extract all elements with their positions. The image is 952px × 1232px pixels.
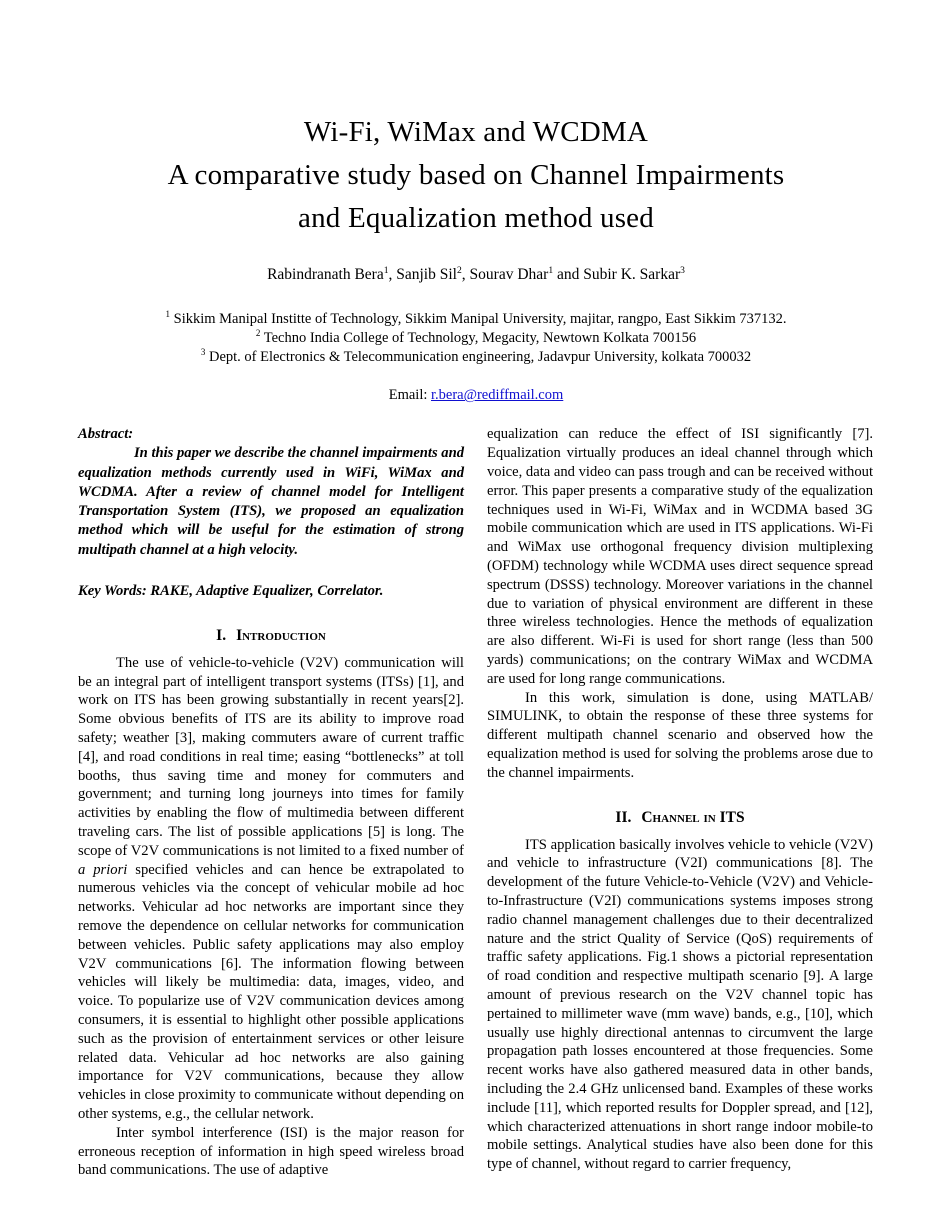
paper-title-line-2: A comparative study based on Channel Impairments (167, 159, 785, 192)
paper-page (78, 0, 874, 1180)
keywords-line: Key Words: RAKE, Adaptive Equalizer, Correlator. (78, 583, 384, 599)
section-heading-introduction (78, 627, 464, 645)
paper-title (78, 111, 874, 240)
section-number-1: I. (216, 626, 227, 644)
author-affil-ref-2: 2 (456, 265, 462, 277)
section-number-2: II. (615, 808, 632, 826)
affiliation-marker-2: 2 (255, 328, 261, 339)
two-column-body (78, 425, 874, 1180)
affiliation-block (78, 310, 874, 367)
author-name-3: Sourav Dhar (469, 266, 549, 284)
affiliation-text-2: Techno India College of Technology, Megacity, Newtown Kolkata 700156 (263, 330, 697, 347)
affiliation-marker-3: 3 (200, 347, 206, 358)
abstract-text: In this paper we describe the channel impairments and equalization methods currently used in WiFi, WiMax and WCDMA. After a review of channel model for Intelligent Transportation System (ITS), we proposed an equalization method which will be useful for the estimation of strong multipath channel at a high velocity. (78, 445, 465, 558)
section-title-2: Channel in ITS (641, 808, 745, 826)
affiliation-3 (78, 348, 874, 367)
intro-paragraph-3: In this work, simulation is done, using MATLAB/ SIMULINK, to obtain the response of these three systems for different multipath channel scenario and observed how the equalization method is used for solving the problems arose due to the channel impairments. (487, 689, 873, 781)
author-name-2: Sanjib Sil (396, 266, 457, 284)
abstract-label: Abstract: (78, 426, 134, 443)
paper-title-line-3: and Equalization method used (298, 202, 654, 235)
affiliation-text-1: Sikkim Manipal Institte of Technology, Sikkim Manipal University, majitar, rangpo, East Sikkim 737132. (173, 311, 787, 328)
right-column (487, 425, 873, 1180)
intro-paragraph-2-left-part: Inter symbol interference (ISI) is the major reason for erroneous reception of information in high speed wireless broad band communications. The use of adaptive (78, 1124, 464, 1179)
intro-p1-segment-b: specified vehicles and can hence be extrapolated to numerous vehicles via the concept of vehicular mobile ad hoc networks. Vehicular ad hoc networks are important since they remove the dependence on cellular networks for communication between vehicles. Public safety applications may also employ V2V communications [6]. The information flowing between vehicles will likely be multimedia: data, images, video, and voice. To popularize use of V2V communication devices among consumers, it is essential to highlight other possible applications such as the provision of entertainment services or other leisure related data. Vehicular ad hoc networks are also gaining importance for V2V communications, because they allow vehicles in close proximity to communicate without depending on other systems, e.g., the cellular network. (78, 861, 464, 1122)
author-separator-2: , (461, 266, 470, 284)
section-title-1: Introduction (236, 626, 326, 644)
author-affil-ref-3: 1 (548, 265, 554, 277)
paper-title-line-1: Wi-Fi, WiMax and WCDMA (303, 116, 649, 149)
affiliation-marker-1: 1 (165, 309, 170, 320)
email-line (78, 387, 874, 404)
author-name-1: Rabindranath Bera (267, 266, 384, 284)
email-link[interactable]: r.bera@rediffmail.com (431, 387, 564, 404)
author-affil-ref-1: 1 (383, 265, 389, 277)
intro-paragraph-2-right-part: equalization can reduce the effect of ISI significantly [7]. Equalization virtually produces an ideal channel through which voice, data and video can pass trough and can be received without error. This paper presents a comparative study of the equalization techniques used in Wi-Fi, WiMax and in WCDMA based 3G mobile communication which are used in ITS applications. Wi-Fi and WiMax use orthogonal frequency division multiplexing (OFDM) technology while WCDMA uses direct sequence spread spectrum (DSSS) technology. Moreover variations in the channel due to variation of physical environment are different in these three wireless technologies. Hence the methods of equalization are also different. Wi-Fi is used for short range (less than 500 yards) communications; on the contrary WiMax and WCDMA are used for long range communications. (487, 426, 873, 687)
abstract-section (78, 425, 464, 560)
author-line (78, 266, 874, 284)
affiliation-1 (78, 310, 874, 329)
affiliation-2 (78, 329, 874, 348)
channel-its-paragraph-1: ITS application basically involves vehicle to vehicle (V2V) and vehicle to infrastructure (V2I) communications [8]. The development of the future Vehicle-to-Vehicle (V2V) and Vehicle-to-Infrastructure (V2I) communications systems imposes strong radio channel management challenges due to their decentralized nature and the strict Quality of Service (QoS) requirements of traffic safety applications. Fig.1 shows a pictorial representation of road condition and respective multipath scenario [9]. A large amount of previous research on the V2V channel topic has pertained to millimeter wave (mm wave) bands, e.g., [10], which usually use highly directional antennas to circumvent the large propagation path losses encountered at those frequencies. Some recent works have also gathered measured data in other bands, including the 2.4 GHz unlicensed band. Examples of these works include [11], which reported results for Doppler spread, and [12], which characterized attenuations in short range indoor mobile-to mobile settings. Analytical studies have also been done for this type of channel, without regard to carrier frequency, (487, 836, 873, 1173)
left-column (78, 425, 464, 1180)
email-label: Email: (388, 387, 432, 404)
author-separator-3: and (553, 266, 584, 284)
author-separator-1: , (388, 266, 397, 284)
intro-p1-italic-phrase: a priori (78, 861, 128, 878)
intro-paragraph-1 (78, 654, 464, 1124)
intro-p1-segment-a: The use of vehicle-to-vehicle (V2V) communication will be an integral part of intelligent transport systems (ITSs) [1], and work on ITS has been growing substantially in recent years[2]. Some obvious benefits of ITS are its ability to improve road safety; weather [3], making commuters aware of current traffic [4], and road conditions in real time; easing “bottlenecks” at toll booths, thus saving time and money for commuters and government; and turning long journeys into times for family activities by enabling the flow of multimedia between different traveling cars. The list of possible applications [5] is long. The scope of V2V communications is not limited to a fixed number of (78, 654, 464, 859)
affiliation-text-3: Dept. of Electronics & Telecommunication engineering, Jadavpur University, kolkata 700032 (208, 349, 752, 366)
section-heading-channel-in-its (487, 809, 873, 827)
author-affil-ref-4: 3 (680, 265, 685, 277)
author-name-4: Subir K. Sarkar (583, 266, 681, 284)
